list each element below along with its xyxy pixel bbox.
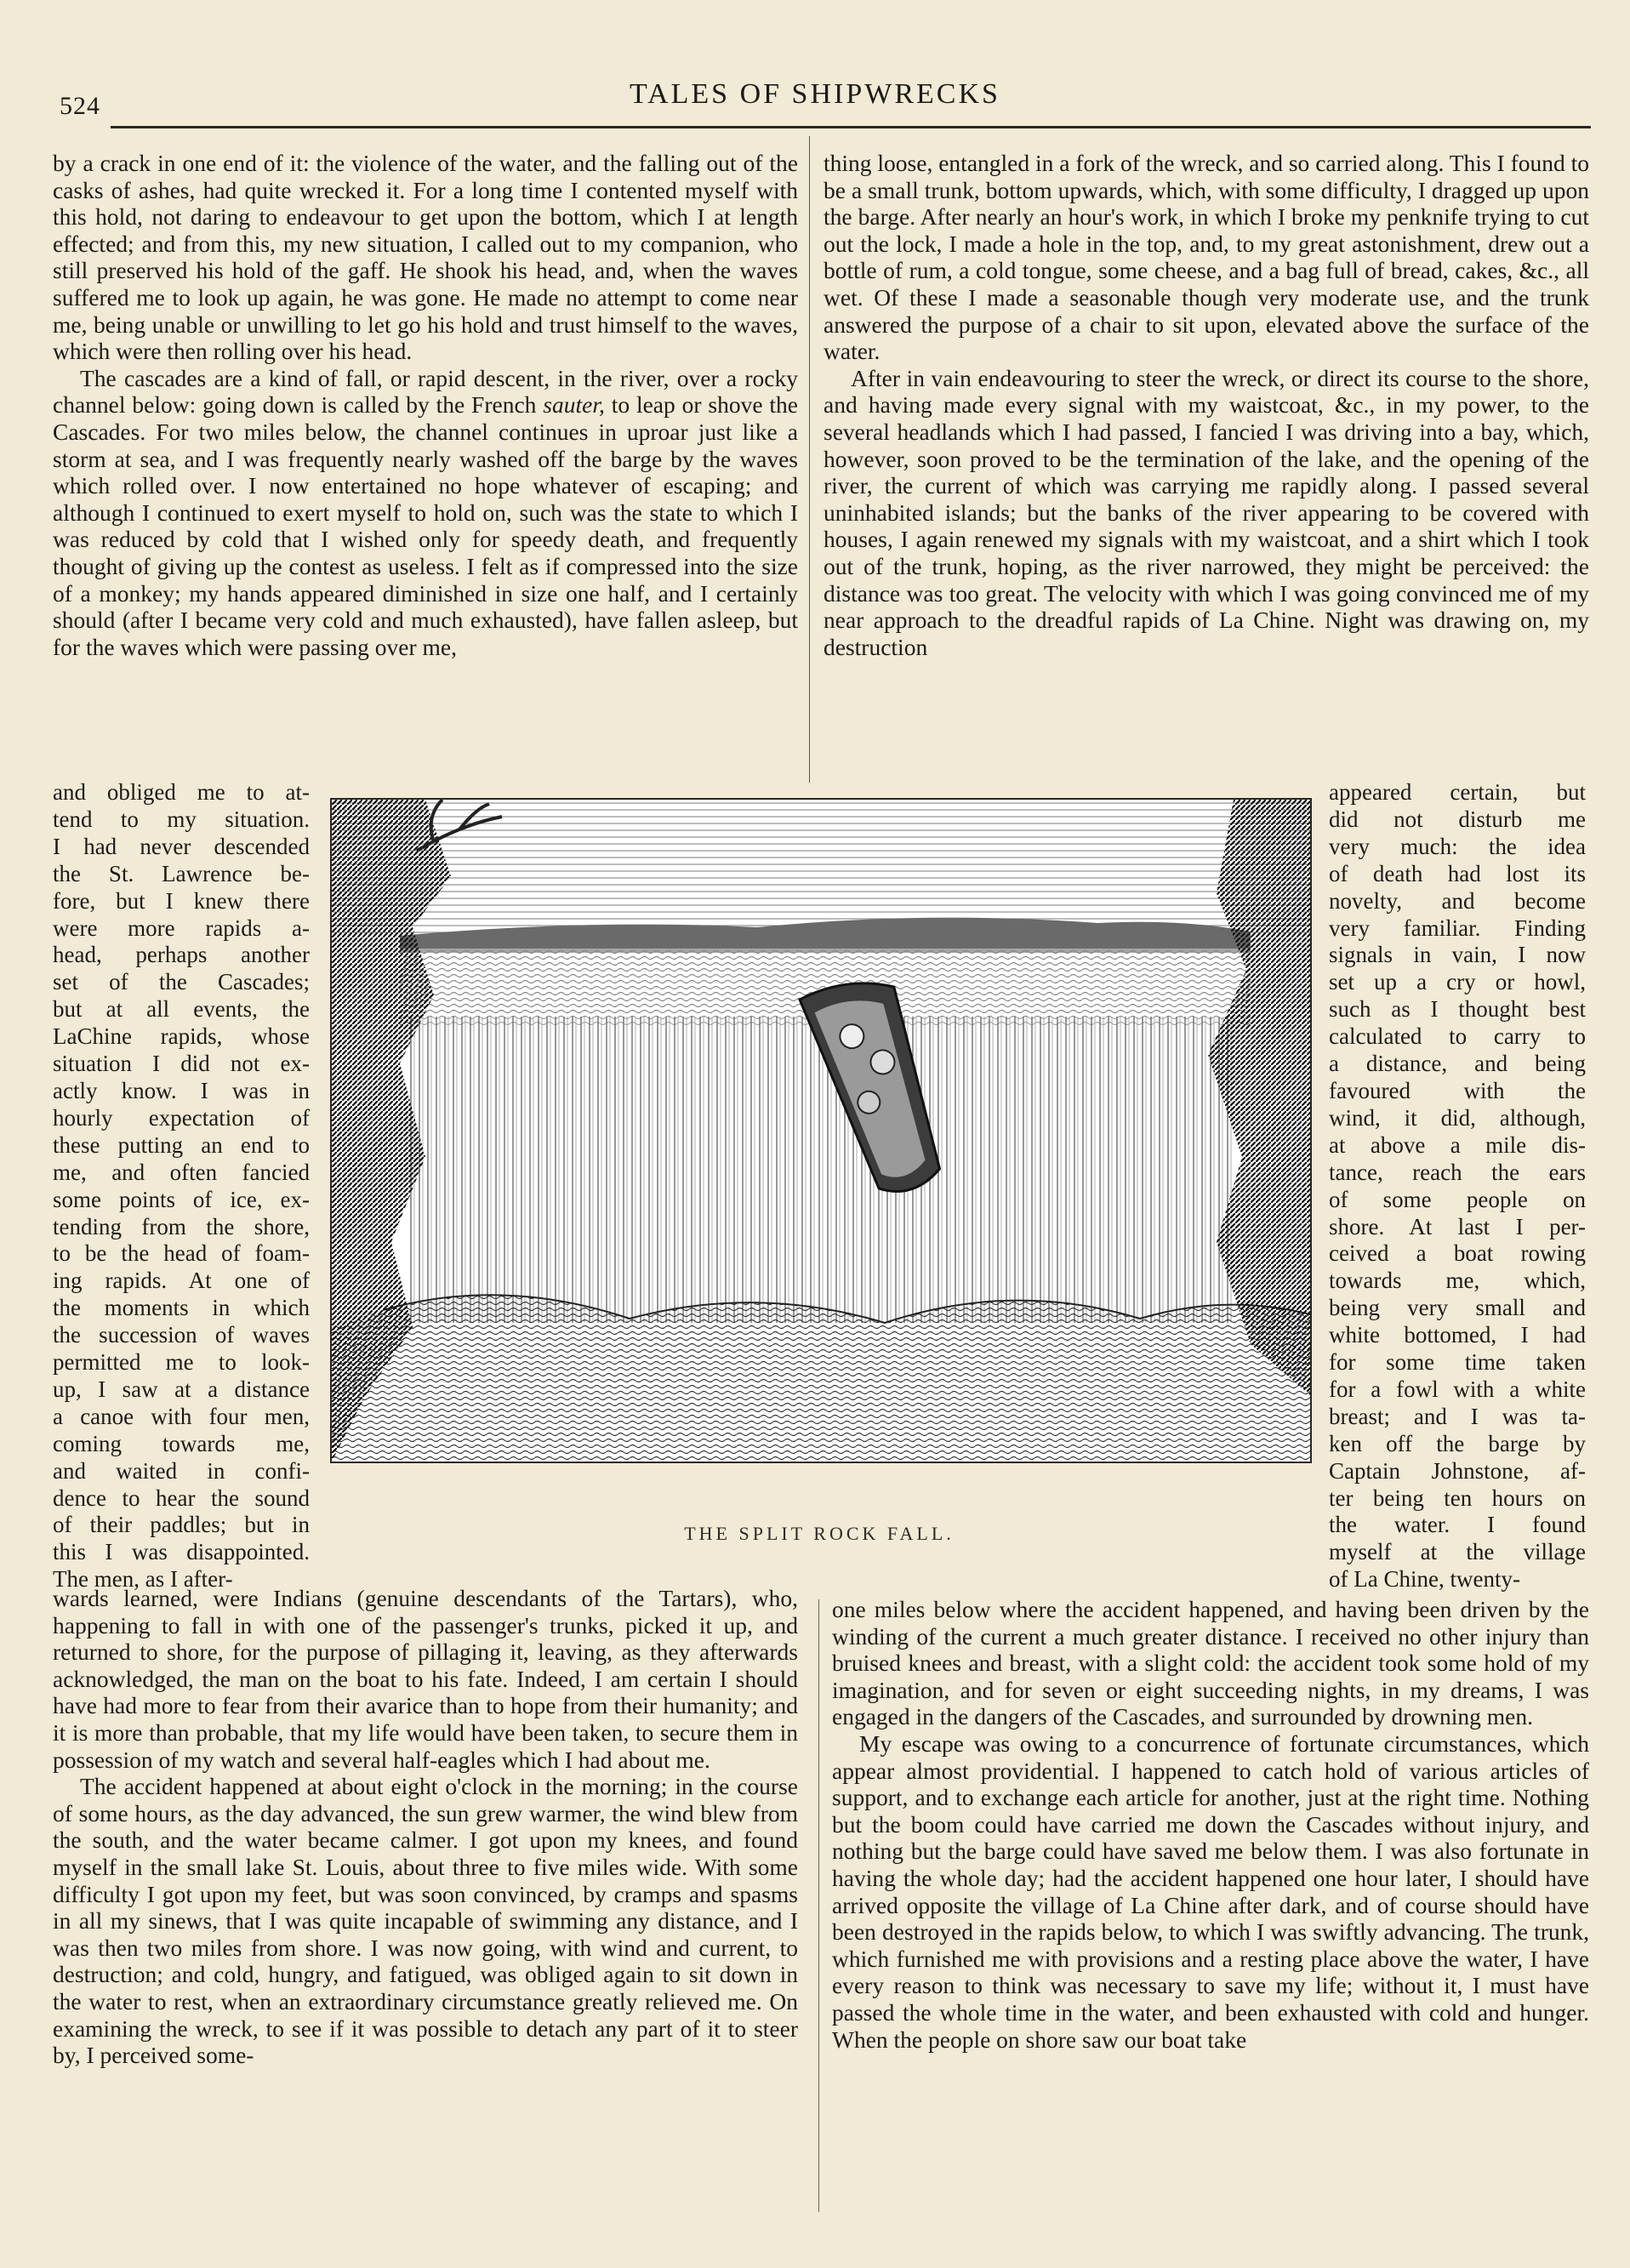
text-line: the water. I found [1329, 1512, 1586, 1538]
text-line: of some people on [1329, 1186, 1586, 1212]
illustration-split-rock-fall [330, 798, 1312, 1463]
running-title: TALES OF SHIPWRECKS [630, 78, 1000, 110]
text-line: very familiar. Finding [1329, 915, 1586, 941]
text-line: breast; and I was ta- [1329, 1403, 1586, 1429]
text-line: a distance, and being [1329, 1051, 1586, 1077]
text-line: of death had lost its [1329, 860, 1586, 886]
text-line: wind, it did, although, [1329, 1104, 1586, 1131]
header-rule [111, 126, 1591, 128]
text-line: ken off the barge by [1329, 1430, 1586, 1456]
text-line: The men, as I after- [53, 1566, 233, 1593]
text-line: being very small and [1329, 1295, 1586, 1321]
left-column-bottom [53, 1585, 798, 2069]
text-line: shore. At last I per- [1329, 1213, 1586, 1239]
text-line: favoured with the [1329, 1077, 1586, 1103]
text-line: a canoe with four men, [53, 1403, 310, 1429]
column-divider [809, 136, 810, 783]
text-line: actly know. I was in [53, 1077, 310, 1103]
text-line: at above a mile dis- [1329, 1131, 1586, 1158]
text-span: The cascades are a kind of fall, or rapid descent, in the river, over a rocky channel below: going down is called by the French [53, 364, 798, 419]
text-line: fore, but I knew there [53, 887, 310, 914]
text-line: tending from the shore, [53, 1213, 310, 1239]
text-line: up, I saw at a distance [53, 1376, 310, 1402]
text-span: to leap or shove the Cascades. For two miles below, the channel continues in uproar just like a storm at sea, and I was frequently nearly washed off the barge by the waves which rolled over. I now entertained no hope whatever of escaping; and although I continued to exert myself to hold on, such was the state to which I was reduced by cold that I wished only for speedy death, and frequently thought of giving up the contest as useless. I felt as if compressed into the size of a monkey; my hands appeared diminished in size one half, and I certainly should (after I became very cold and much exhausted), have fallen asleep, but for the waves which were passing over me, [53, 391, 799, 660]
right-column-bottom [832, 1596, 1589, 2053]
left-narrow-column [53, 779, 310, 1593]
text-line: calculated to carry to [1329, 1023, 1586, 1050]
left-column-top [53, 150, 798, 660]
text-line: and obliged me to at- [53, 779, 310, 805]
paragraph: thing loose, entangled in a fork of the wreck, and so carried along. This I found to be a small trunk, bottom upwards, which, with some difficulty, I dragged up upon the barge. After nearly an hour's work, in which I broke my penknife trying to cut out the lock, I made a hole in the top, and, to my great astonishment, drew out a bottle of rum, a cold tongue, some cheese, and a bag full of bread, cakes, &c., all wet. Of these I made a seasonable though very moderate use, and the trunk answered the purpose of a chair to sit upon, elevated above the surface of the water. [824, 150, 1589, 365]
text-line: and waited in confi- [53, 1457, 310, 1484]
text-line: the moments in which [53, 1295, 310, 1321]
text-line: did not disturb me [1329, 806, 1586, 832]
foam [332, 1295, 1310, 1462]
paragraph: The accident happened at about eight o'clock in the morning; in the course of some hours, as the day advanced, the sun grew warmer, the wind blew from the south, and the water became calmer. I got upon my knees, and found myself in the small lake St. Louis, about three to five miles wide. With some difficulty I got upon my feet, but was soon convinced, by cramps and spasms in all my sinews, that I was quite incapable of swimming any distance, and I was then two miles from shore. I was now going, with wind and current, to destruction; and cold, hungry, and fatigued, was obliged again to sit down in the water to rest, when an extraordinary circumstance greatly relieved me. On examining the wreck, to see if it was possible to detach any part of it to steer by, I perceived some- [53, 1773, 798, 2069]
right-column-top [824, 150, 1589, 660]
paragraph: by a crack in one end of it: the violence of the water, and the falling out of the casks of ashes, had quite wrecked it. For a long time I contented myself with this hold, not daring to endeavour to get upon the bottom, which I at length effected; and from this, my new situation, I called out to my companion, who still preserved his hold of the gaff. He shook his head, and, when the waves suffered me to look up again, he was gone. He made no attempt to come near me, being unable or unwilling to let go his hold and trust himself to the waves, which were then rolling over his head. [53, 150, 798, 365]
text-line: these putting an end to [53, 1131, 310, 1158]
text-line: set of the Cascades; [53, 969, 310, 995]
text-line: such as I thought best [1329, 996, 1586, 1023]
paragraph: My escape was owing to a concurrence of fortunate circumstances, which appear almost providential. I happened to catch hold of various articles of support, and to exchange each article for another, just at the right time. Nothing but the boom could have carried me down the Cascades without injury, and nothing but the barge could have saved me below them. I was also fortunate in having the whole day; had the accident happened one hour later, I should have arrived opposite the village of La Chine after dark, and of course should have been destroyed in the rapids below, to which I was swiftly advancing. The trunk, which furnished me with provisions and a resting place above the water, I have every reason to think was necessary to save my life; without it, I must have passed the whole time in the water, and been exhausted with cold and hunger. When the people on shore saw our boat take [832, 1729, 1589, 2053]
text-line: for some time taken [1329, 1349, 1586, 1376]
text-line: signals in vain, I now [1329, 942, 1586, 968]
text-line: myself at the village [1329, 1539, 1586, 1565]
text-line: appeared certain, but [1329, 779, 1586, 805]
italic-word: sauter, [543, 391, 605, 419]
text-line: situation I did not ex- [53, 1051, 310, 1077]
paragraph: one miles below where the accident happened, and having been driven by the winding of the current a much greater distance. I received no other injury than bruised knees and breast, with a slight cold: the accident took some hold of my imagination, and for seven or eight succeeding nights, in my dreams, I was engaged in the dangers of the Cascades, and surrounded by drowning men. [832, 1596, 1589, 1730]
text-line: permitted me to look- [53, 1349, 310, 1376]
text-line: but at all events, the [53, 996, 310, 1023]
text-line: set up a cry or howl, [1329, 969, 1586, 995]
text-line: dence to hear the sound [53, 1484, 310, 1511]
page-number: 524 [60, 92, 100, 120]
text-line: tend to my situation. [53, 806, 310, 832]
text-line: ter being ten hours on [1329, 1484, 1586, 1511]
text-line: I had never descended [53, 833, 310, 859]
text-line: this I was disappointed. [53, 1539, 310, 1565]
text-line: were more rapids a- [53, 915, 310, 941]
text-line: ing rapids. At one of [53, 1268, 310, 1294]
text-line: the succession of waves [53, 1322, 310, 1348]
text-line: tance, reach the ears [1329, 1159, 1586, 1185]
right-narrow-column [1329, 779, 1586, 1593]
text-line: head, perhaps another [53, 942, 310, 968]
text-line: hourly expectation of [53, 1104, 310, 1131]
paragraph: wards learned, were Indians (genuine descendants of the Tartars), who, happening to fall in with one of the passenger's trunks, picked it up, and returned to shore, for the purpose of pillaging it, leaving, as they afterwards acknowledged, the man on the boat to his fate. Indeed, I am certain I should have had more to fear from their avarice than to hope from their humanity; and it is more than probable, that my life would have been taken, to secure them in possession of my watch and several half-eagles which I had about me. [53, 1585, 798, 1773]
text-line: of their paddles; but in [53, 1512, 310, 1538]
text-line: to be the head of foam- [53, 1240, 310, 1267]
text-line: me, and often fancied [53, 1159, 310, 1185]
text-line: for a fowl with a white [1329, 1376, 1586, 1402]
paragraph: After in vain endeavouring to steer the wreck, or direct its course to the shore, and having made every signal with my waistcoat, &c., in my power, to the several headlands which I had passed, I fancied I was driving into a bay, which, however, soon proved to be the termination of the lake, and the opening of the river, the current of which was carrying me rapidly along. I passed several uninhabited islands; but the banks of the river appearing to be covered with houses, I again renewed my signals with my waistcoat, and a shirt which I took out of the trunk, hoping, as the river narrowed, they might be perceived: the distance was too great. The velocity with which I was going convinced me of my near approach to the dreadful rapids of La Chine. Night was drawing on, my destruction [824, 364, 1589, 660]
text-line: white bottomed, I had [1329, 1322, 1586, 1348]
text-line: towards me, which, [1329, 1268, 1586, 1294]
text-line: Captain Johnstone, af- [1329, 1457, 1586, 1484]
text-line: coming towards me, [53, 1430, 310, 1456]
column-divider [818, 1599, 819, 2212]
text-line: the St. Lawrence be- [53, 860, 310, 886]
illustration-caption: THE SPLIT ROCK FALL. [684, 1523, 955, 1544]
waterfall-engraving [332, 800, 1310, 1462]
text-line: of La Chine, twenty- [1329, 1566, 1520, 1593]
text-line: ceived a boat rowing [1329, 1240, 1586, 1267]
text-line: very much: the idea [1329, 833, 1586, 859]
paragraph [53, 365, 798, 661]
text-line: novelty, and become [1329, 887, 1586, 914]
text-line: LaChine rapids, whose [53, 1023, 310, 1050]
text-line: some points of ice, ex- [53, 1186, 310, 1212]
